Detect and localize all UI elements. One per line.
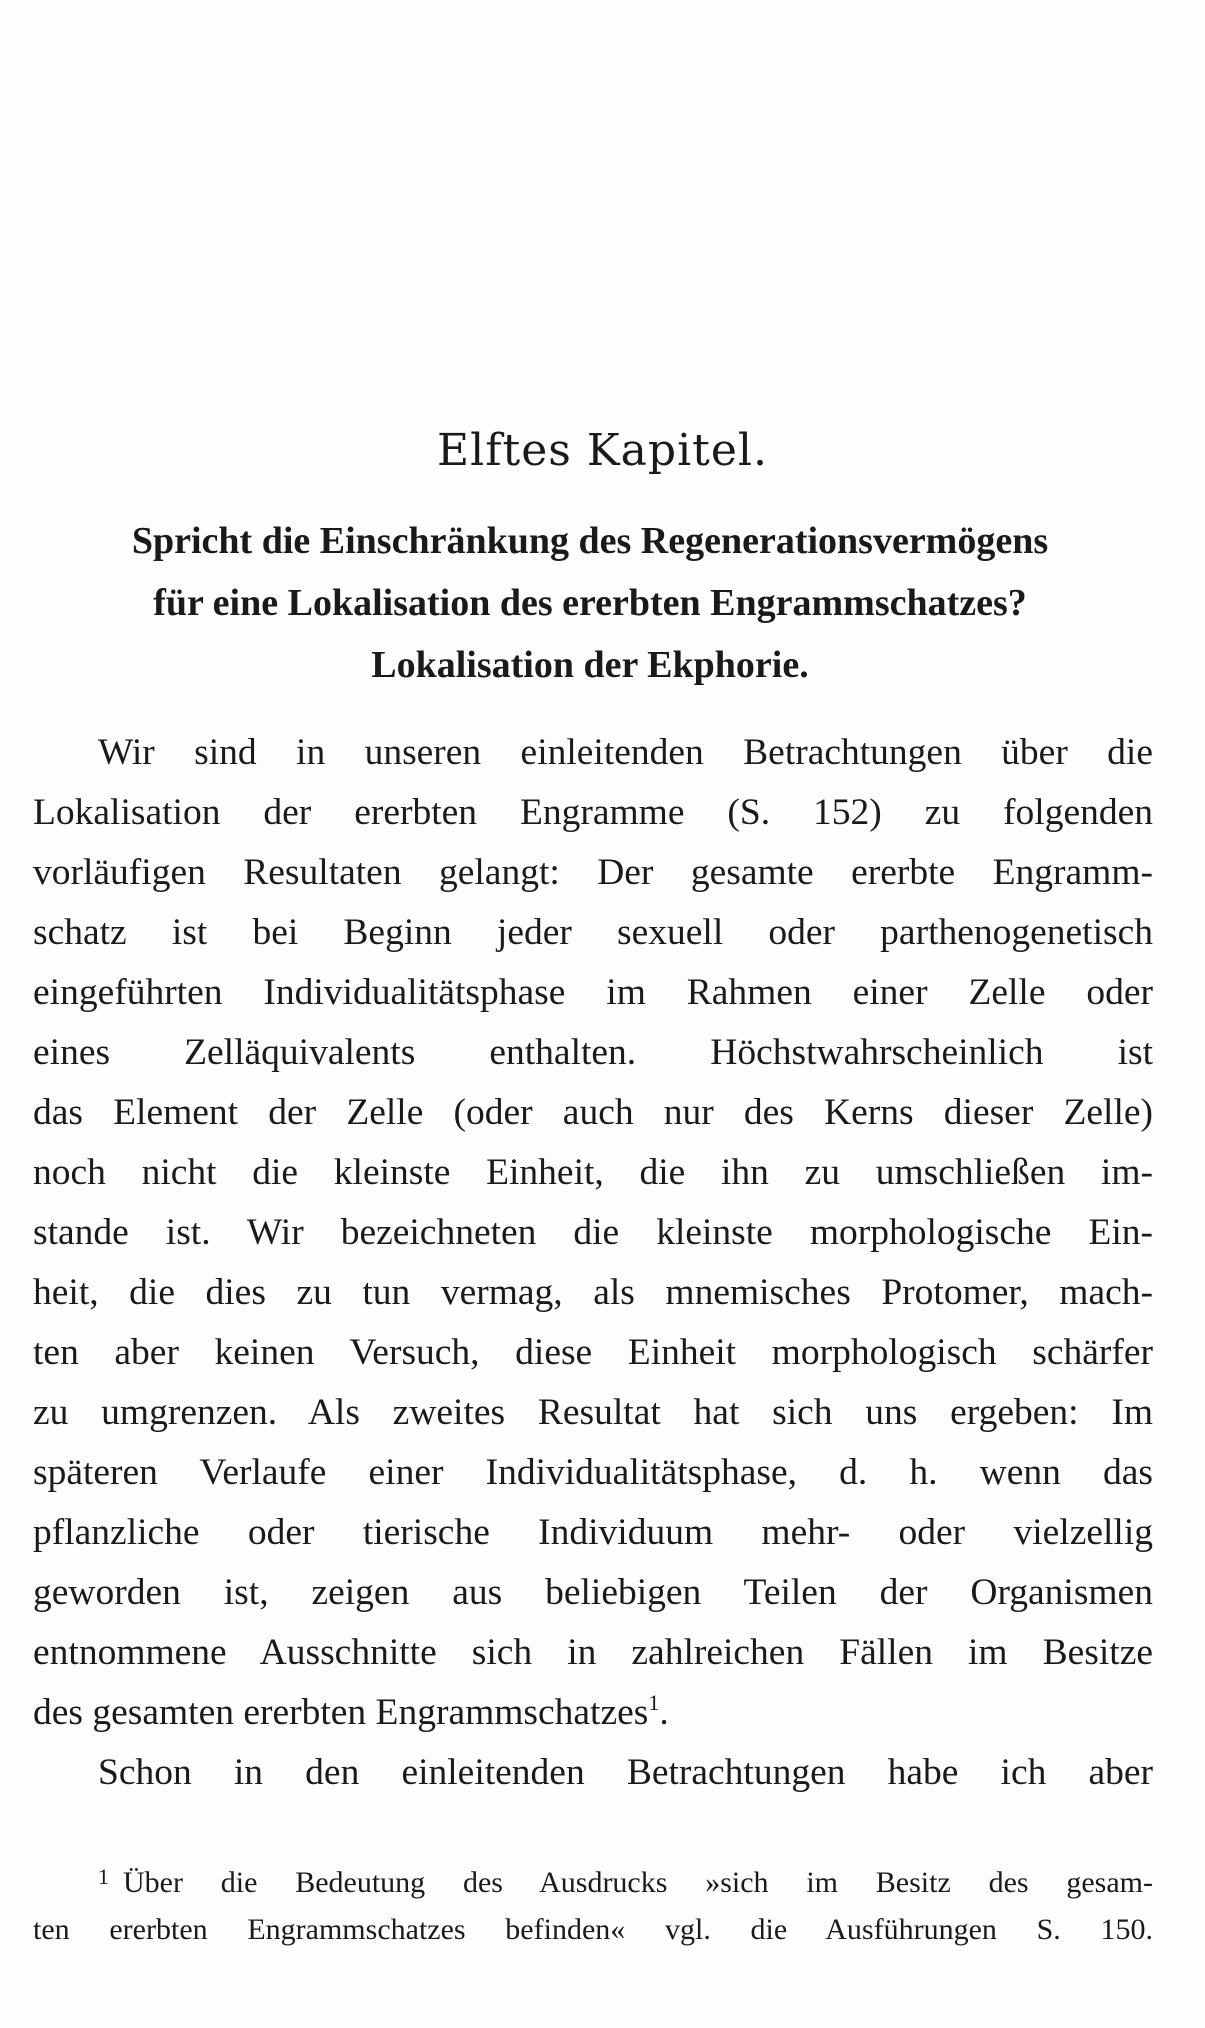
text-line: zu umgrenzen. Als zweites Resultat hat sich uns ergeben: Im	[33, 1392, 1153, 1433]
text-line: pflanzliche oder tierische Individuum mehr- oder vielzellig	[33, 1512, 1153, 1553]
text-line: eingeführten Individualitätsphase im Rahmen einer Zelle oder	[33, 972, 1153, 1013]
footnote-marker: 1	[98, 1864, 109, 1889]
paragraph-1	[33, 723, 1153, 1743]
last-line-text: des gesamten ererbten Engrammschatzes	[33, 1692, 649, 1733]
chapter-title-line: Lokalisation der Ekphorie.	[371, 644, 809, 686]
chapter-title-line: Spricht die Einschränkung des Regenerationsvermögens	[131, 520, 1049, 562]
footnote-line: ten ererbten Engrammschatzes befinden« vgl. die Ausführungen S. 150.	[33, 1913, 1153, 1946]
paragraph-2	[33, 1743, 1153, 1803]
text-line: vorläufigen Resultaten gelangt: Der gesamte ererbte Engramm-	[33, 852, 1153, 893]
text-line: stande ist. Wir bezeichneten die kleinste morphologische Ein-	[33, 1212, 1153, 1253]
chapter-label: Elftes Kapitel.	[437, 425, 768, 476]
text-line: Lokalisation der ererbten Engramme (S. 152) zu folgenden	[33, 792, 1153, 833]
text-line: eines Zelläquivalents enthalten. Höchstwahrscheinlich ist	[33, 1032, 1153, 1073]
text-line: Schon in den einleitenden Betrachtungen habe ich aber	[98, 1752, 1153, 1793]
footnote-reference: 1	[648, 1690, 660, 1715]
text-line: noch nicht die kleinste Einheit, die ihn zu umschließen im-	[33, 1152, 1153, 1193]
sentence-end: .	[659, 1692, 669, 1733]
chapter-title-line: für eine Lokalisation des ererbten Engrammschatzes?	[153, 582, 1027, 624]
text-line: ten aber keinen Versuch, diese Einheit morphologisch schärfer	[33, 1332, 1153, 1373]
text-line: geworden ist, zeigen aus beliebigen Teilen der Organismen	[33, 1572, 1153, 1613]
text-line: heit, die dies zu tun vermag, als mnemisches Protomer, mach-	[33, 1272, 1153, 1313]
text-line: Wir sind in unseren einleitenden Betrachtungen über die	[98, 732, 1153, 773]
footnote-line	[33, 1853, 1153, 1906]
chapter-title	[30, 510, 1150, 696]
text-line: das Element der Zelle (oder auch nur des Kerns dieser Zelle)	[33, 1092, 1153, 1133]
footnote-text: Über die Bedeutung des Ausdrucks »sich im Besitz des gesam-	[123, 1866, 1153, 1899]
footnote	[33, 1853, 1153, 1953]
text-line: entnommene Ausschnitte sich in zahlreichen Fällen im Besitze	[33, 1632, 1153, 1673]
text-line-last	[33, 1683, 1153, 1743]
text-line: späteren Verlaufe einer Individualitätsphase, d. h. wenn das	[33, 1452, 1153, 1493]
body-text	[33, 723, 1153, 1803]
text-line: schatz ist bei Beginn jeder sexuell oder parthenogenetisch	[33, 912, 1153, 953]
